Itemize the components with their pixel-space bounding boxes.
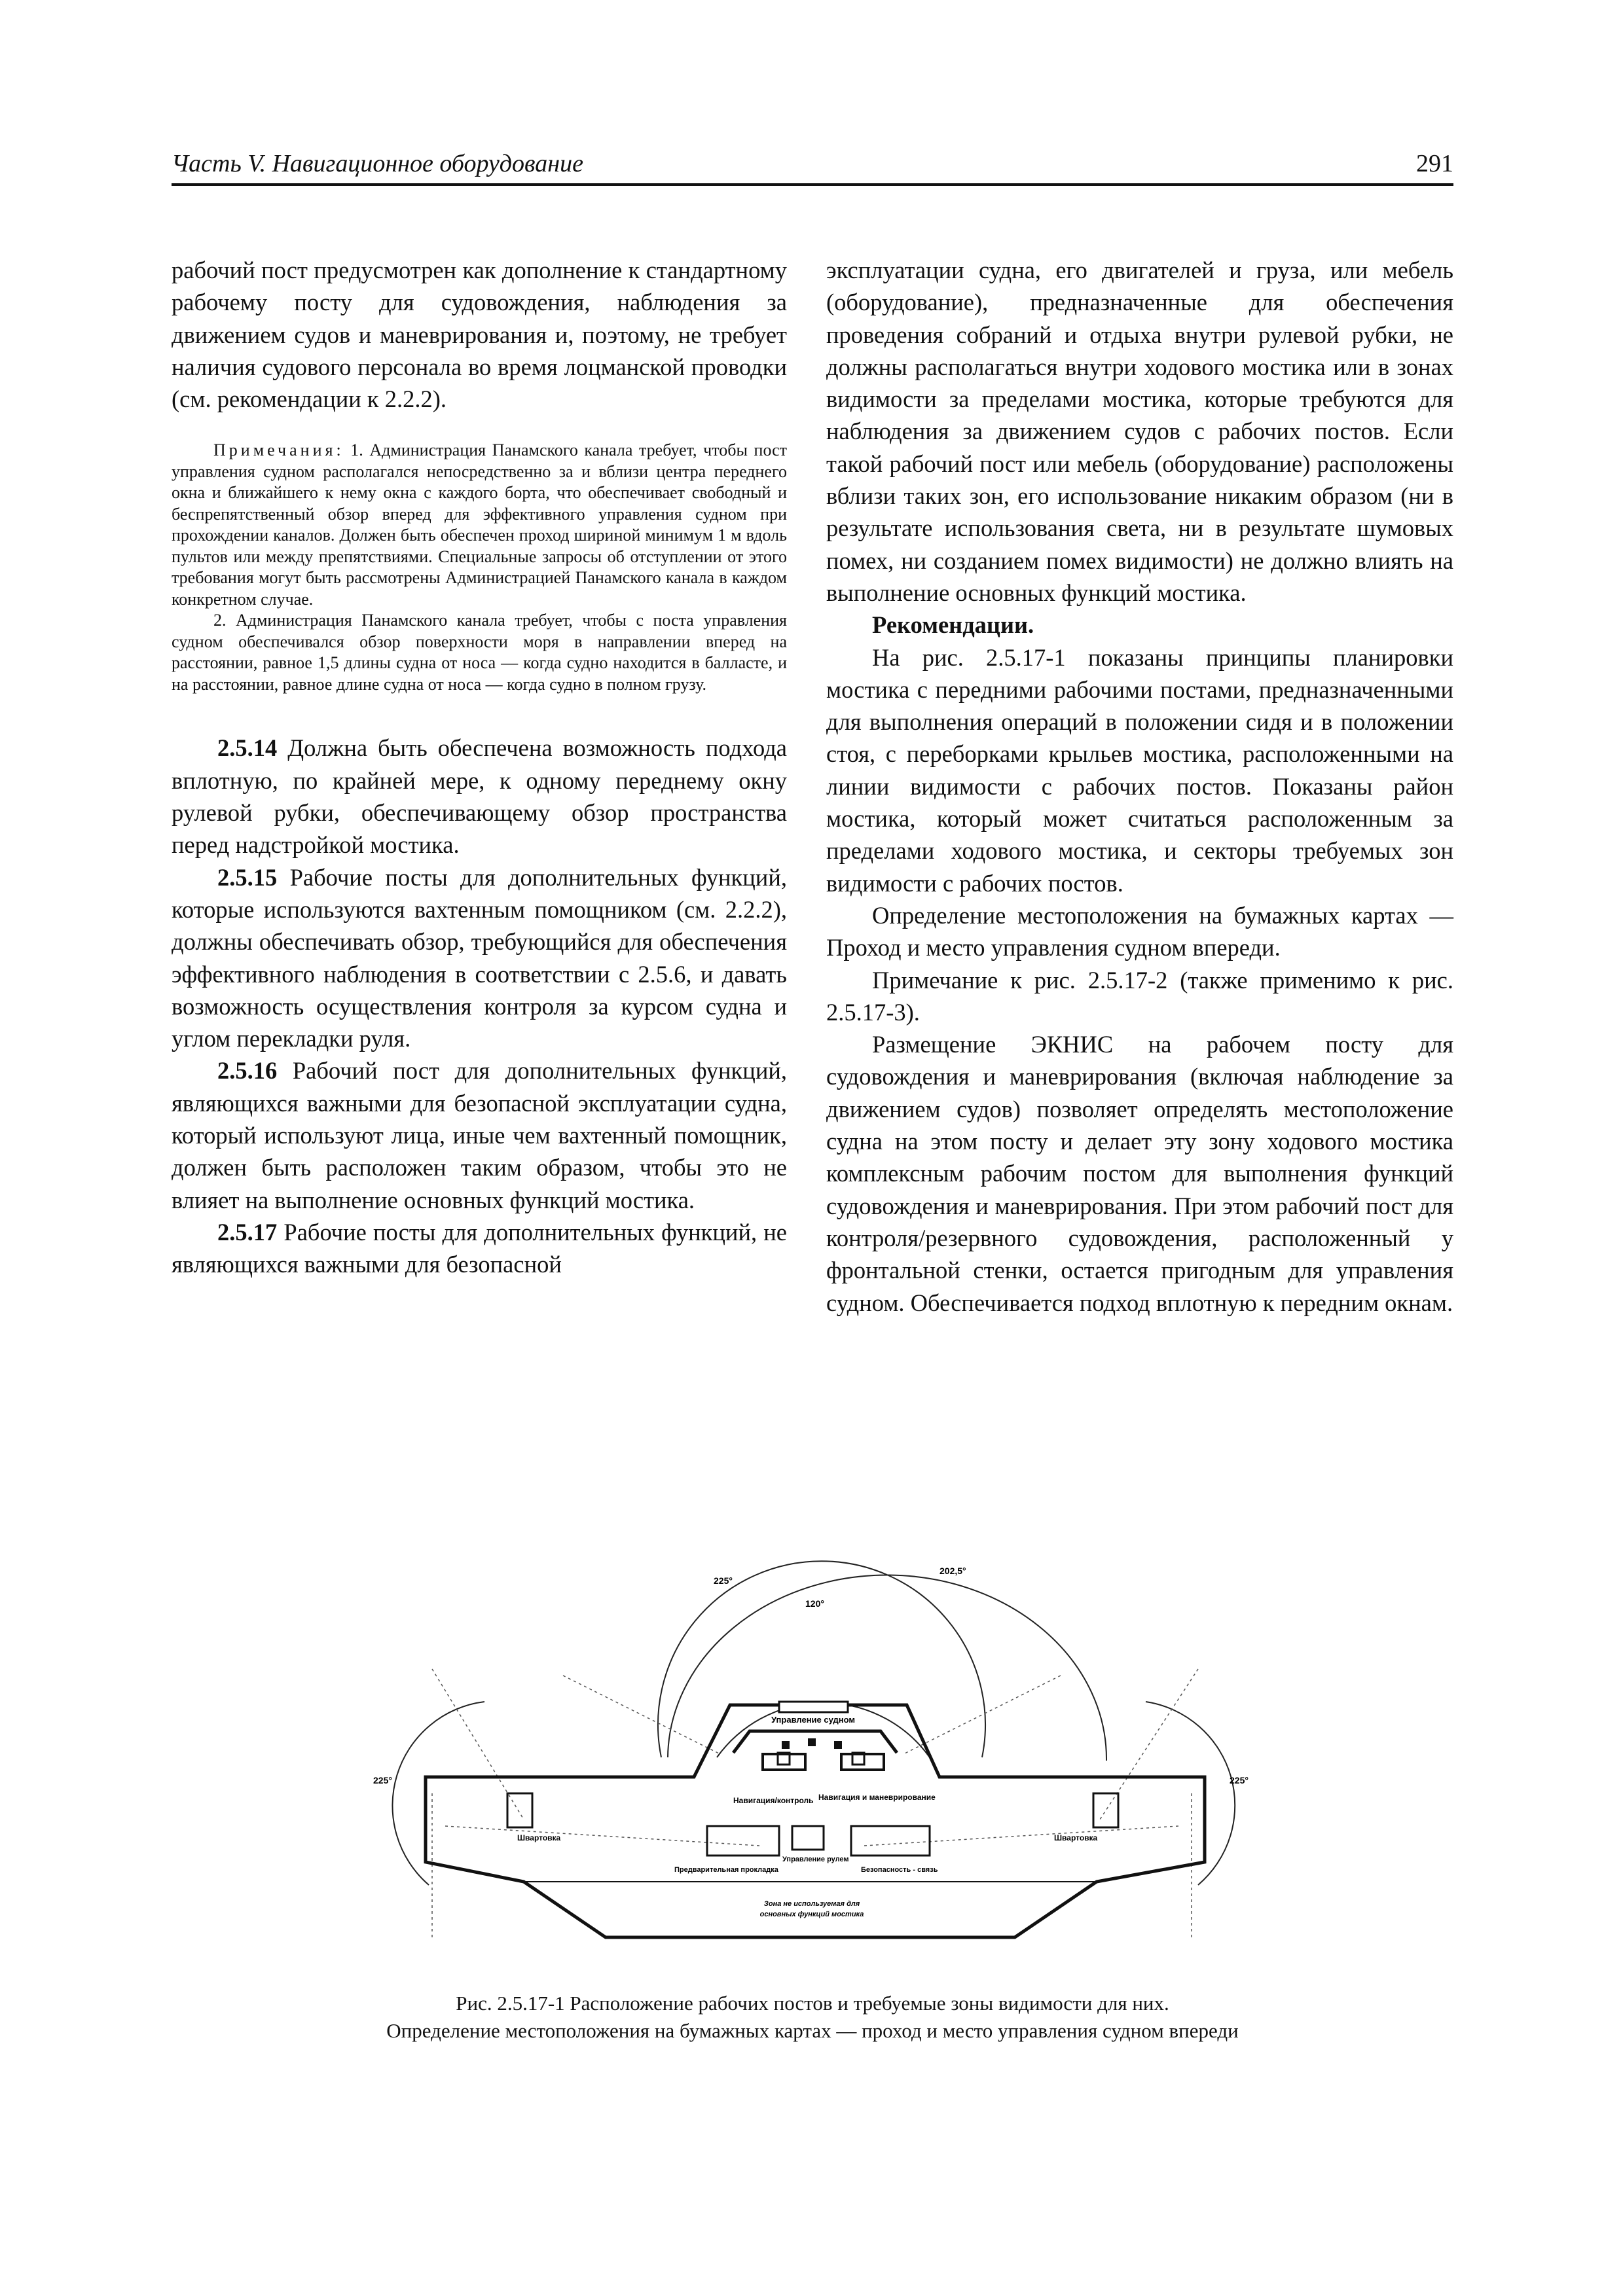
- paragraph: эксплуатации судна, его двигателей и груза, или мебель (оборудование), предназначенные для обеспечения проведения собраний и отдыха внутри рулевой рубки, не должны располагаться внутри ходового мостика или в зонах видимости за пределами мостика, которые требуются для наблюдения за движением судов с рабочих постов. Если такой рабочий пост или мебель (оборудование) расположены вблизи таких зон, его использование никаким образом (ни в результате использования света, ни в результате шумовых помех, ни созданием помех видимости) не должно влиять на выполнение основных функций мостика.: [826, 257, 1453, 606]
- left-column: [172, 254, 787, 1281]
- sight-line: [432, 1669, 524, 1820]
- clause-2-5-17: [172, 1216, 787, 1281]
- label-angle-225-top: 225°: [714, 1575, 733, 1586]
- paragraph: Примечание к рис. 2.5.17-2 (также применимо к рис. 2.5.17-3).: [826, 966, 1453, 1026]
- arc-225-top: [658, 1561, 985, 1757]
- paragraph: Определение местоположения на бумажных картах — Проход и место управления судном впереди.: [826, 901, 1453, 961]
- seat: [782, 1741, 790, 1749]
- figure-caption: [172, 1990, 1453, 2045]
- clause-text: Рабочий пост для дополнительных функций, являющихся важными для безопасной эксплуатации судна, который используют лица, иные чем вахтенный помощник, должен быть расположен таким образом, чтобы это не влияет на выполнение основных функций мостика.: [172, 1057, 788, 1213]
- sight-line: [1100, 1669, 1198, 1820]
- clause-number: 2.5.17: [217, 1218, 278, 1246]
- right-column: [826, 254, 1453, 1319]
- safety-console: [851, 1826, 930, 1856]
- sight-line: [864, 1826, 1178, 1846]
- notes-label: Примечания:: [213, 440, 344, 460]
- note-2: 2. Администрация Панамского канала требует, чтобы с поста управления судном обеспечивался обзор поверхности моря в направлении вперед на расстоянии, равное 1,5 длины судна от носа — когда судно находится в балласте, и на расстоянии, равное длине судна от носа — когда судно в полном грузу.: [172, 611, 787, 694]
- clause-2-5-16: [172, 1054, 787, 1215]
- label-safety: Безопасность - связь: [861, 1866, 938, 1874]
- caption-line-2: Определение местоположения на бумажных картах — проход и место управления судном впереди: [386, 2019, 1239, 2042]
- clause-text: Рабочие посты для дополнительных функций, не являющихся важными для безопасной: [172, 1218, 787, 1278]
- label-angle-225-right: 225°: [1230, 1775, 1249, 1785]
- nav-control-console: [763, 1754, 805, 1770]
- recommendations-heading: Рекомендации.: [872, 611, 1034, 639]
- label-ship-control: Управление судном: [771, 1715, 856, 1725]
- nav-maneuver-console: [841, 1754, 884, 1770]
- label-mooring-right: Швартовка: [1054, 1833, 1098, 1842]
- label-nav-maneuver: Навигация и маневрирование: [818, 1793, 936, 1802]
- label-chart: Предварительная прокладка: [674, 1866, 778, 1874]
- bridge-layout-diagram: [354, 1545, 1270, 1964]
- note-1-text: 1. Администрация Панамского канала требует, чтобы пост управления судном располагался непосредственно за и вблизи центра переднего окна и ближайшего к нему окна с каждого борта, что обеспечивает свободный и беспрепятственный обзор вперед для эффективного управления судном при прохождении каналов. Должен быть обеспечен проход шириной минимум 1 м вдоль пультов или между препятствиями. Специальные запросы об отступлении от этого требования могут быть рассмотрены Администрацией Панамского канала в каждом конкретном случае.: [172, 440, 788, 609]
- label-mooring-left: Швартовка: [517, 1833, 561, 1842]
- caption-line-1: Рис. 2.5.17-1 Расположение рабочих постов и требуемые зоны видимости для них.: [456, 1992, 1169, 2015]
- label-zone-line1: Зона не используемая для: [763, 1900, 860, 1908]
- sight-line: [445, 1826, 759, 1846]
- label-nav-control: Навигация/контроль: [733, 1796, 814, 1805]
- page-number: 291: [1416, 150, 1453, 177]
- note-1: [172, 440, 787, 610]
- arc-left-wing: [392, 1702, 484, 1885]
- mooring-console-right: [1093, 1793, 1118, 1827]
- mooring-console-left: [507, 1793, 532, 1827]
- clause-text: Рабочие посты для дополнительных функций, которые используются вахтенным помощником (см. 2.2.2), должны обеспечивать обзор, требующийся для обеспечения эффективного наблюдения в соответствии с 2.5.6, и давать возможность осуществления контроля за курсом судна и углом перекладки руля.: [172, 863, 787, 1052]
- label-steering: Управление рулем: [782, 1856, 849, 1863]
- sight-line: [903, 1676, 1061, 1754]
- bridge-layout-figure: [354, 1545, 1270, 1964]
- paragraph: На рис. 2.5.17-1 показаны принципы планировки мостика с передними рабочими постами, предназначенными для выполнения операций в положении сидя и в положении стоя, с переборками крыльев мостика, расположенными на линии видимости с рабочих постов. Показаны район мостика, который может считаться расположенным за пределами ходового мостика, и секторы требуемых зон видимости с рабочих постов.: [826, 643, 1453, 897]
- arc-202: [668, 1575, 1106, 1761]
- seat: [834, 1741, 842, 1749]
- label-angle-225-left: 225°: [373, 1775, 392, 1785]
- clause-number: 2.5.15: [217, 863, 278, 891]
- seat: [808, 1738, 816, 1746]
- label-angle-120: 120°: [805, 1598, 824, 1609]
- ship-control-console: [779, 1702, 848, 1712]
- paragraph: рабочий пост предусмотрен как дополнение к стандартному рабочему посту для судовождения, наблюдения за движением судов и маневрирования и, поэтому, не требует наличия судового персонала во время лоцманской проводки (см. рекомендации к 2.2.2).: [172, 257, 787, 413]
- clause-text: Должна быть обеспечена возможность подхода вплотную, по крайней мере, к одному переднему окну рулевой рубки, обеспечивающему обзор пространства перед надстройкой мостика.: [172, 734, 787, 859]
- label-zone-line2: основных функций мостика: [759, 1910, 864, 1918]
- steering-console: [792, 1826, 824, 1850]
- chart-table: [707, 1826, 779, 1856]
- notes-block: [172, 440, 787, 695]
- running-title: Часть V. Навигационное оборудование: [172, 150, 583, 177]
- clause-number: 2.5.14: [217, 734, 278, 762]
- page-header: [172, 143, 1453, 186]
- clause-number: 2.5.16: [217, 1057, 278, 1085]
- paragraph: Размещение ЭКНИС на рабочем посту для судовождения и маневрирования (включая наблюдение за движением судов) позволяет определять местоположение судна на этом посту и делает эту зону ходового мостика комплексным рабочим постом для выполнения функций судовождения и маневрирования. При этом рабочий пост для контроля/резервного судовождения, расположенный у фронтальной стенки, остается пригодным для управления судном. Обеспечивается подход вплотную к передним окнам.: [826, 1031, 1453, 1316]
- clause-2-5-15: [172, 861, 787, 1055]
- sight-line: [563, 1676, 720, 1754]
- label-angle-202: 202,5°: [939, 1566, 966, 1576]
- clause-2-5-14: [172, 732, 787, 861]
